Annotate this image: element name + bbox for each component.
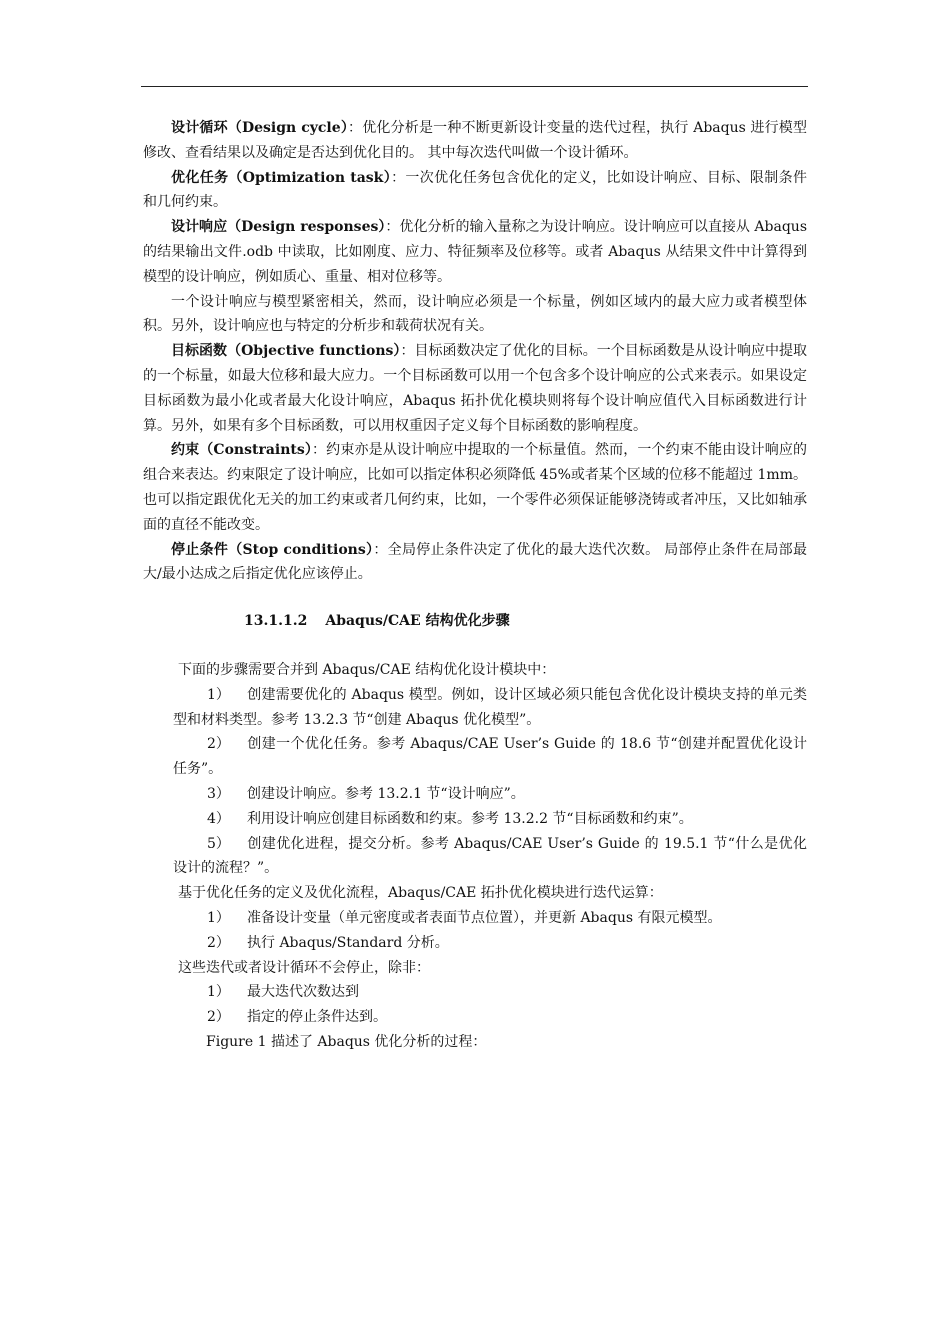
- definition-text: ：优化分析是一种不断更新设计变量的迭代过程，执行 Abaqus 进行模型修改、查看结果以及确定是否达到优化目的。 其中每次迭代叫做一个设计循环。: [143, 120, 807, 161]
- step-text: 最大迭代次数达到: [247, 984, 359, 1001]
- step-item: [143, 683, 807, 733]
- definition-term: 设计循环（Design cycle）: [171, 120, 349, 136]
- step-item: [143, 782, 807, 807]
- step-text: 指定的停止条件达到。: [247, 1009, 387, 1026]
- definition-term: 停止条件（Stop conditions）: [171, 541, 374, 558]
- figure-note: Figure 1 描述了 Abaqus 优化分析的过程：: [206, 1033, 487, 1050]
- step-number: 5）: [207, 835, 230, 852]
- section-heading: [143, 609, 807, 634]
- section-number: 13.1.1.2: [244, 613, 308, 630]
- definition-optimization-task: [143, 166, 807, 216]
- stop-intro: 这些迭代或者设计循环不会停止，除非：: [178, 959, 430, 976]
- definition-objective-functions: [143, 339, 807, 438]
- step-text: 创建优化进程，提交分析。参考 Abaqus/CAE User’s Guide 的 19.5.1 节“什么是优化设计的流程？”。: [173, 835, 807, 877]
- step-text: 创建设计响应。参考 13.2.1 节“设计响应”。: [247, 785, 525, 802]
- definition-design-cycle: [143, 116, 807, 166]
- header-rule: [141, 86, 808, 87]
- paragraph-text: 一个设计响应与模型紧密相关，然而，设计响应必须是一个标量，例如区域内的最大应力或者模型体积。另外，设计响应也与特定的分析步和载荷状况有关。: [143, 293, 807, 335]
- stop-step: [143, 980, 807, 1005]
- step-number: 1）: [207, 909, 230, 926]
- step-item: [143, 832, 807, 882]
- definition-term: 约束（Constraints）: [171, 442, 313, 459]
- definition-stop-conditions: [143, 538, 807, 588]
- definition-text: ：目标函数决定了优化的目标。一个目标函数是从设计响应中提取的一个标量，如最大位移和最大应力。一个目标函数可以用一个包含多个设计响应的公式来表示。如果设定目标函数为最小化或者最大化设计响应，Abaqus 拓扑优化模块则将每个设计响应值代入目标函数进行计算。另外，如果有多个目标函数，可以用权重因子定义每个目标函数的影响程度。: [143, 343, 807, 434]
- step-item: [143, 732, 807, 782]
- step-number: 3）: [207, 785, 230, 802]
- step-number: 2）: [207, 736, 230, 753]
- definition-term: 设计响应（Design responses）: [171, 219, 386, 236]
- step-number: 2）: [207, 1009, 230, 1026]
- definition-text: ：全局停止条件决定了优化的最大迭代次数。 局部停止条件在局部最大/最小达成之后指定优化应该停止。: [143, 541, 807, 583]
- page-body: [143, 116, 807, 1055]
- definition-term: 优化任务（Optimization task）: [171, 169, 392, 186]
- steps-intro: 下面的步骤需要合并到 Abaqus/CAE 结构优化设计模块中：: [178, 661, 556, 678]
- definition-text: ：一次优化任务包含优化的定义，比如设计响应、目标、限制条件和几何约束。: [143, 169, 808, 211]
- definition-term: 目标函数（Objective functions）: [171, 343, 401, 360]
- step-number: 2）: [207, 934, 230, 951]
- stop-step: [143, 1005, 807, 1030]
- paragraph-design-response-note: [143, 290, 807, 340]
- step-text: 准备设计变量（单元密度或者表面节点位置），并更新 Abaqus 有限元模型。: [247, 909, 722, 926]
- step-number: 1）: [207, 984, 230, 1001]
- iteration-step: [143, 931, 807, 956]
- definition-text: ：优化分析的输入量称之为设计响应。设计响应可以直接从 Abaqus 的结果输出文件.odb 中读取，比如刚度、应力、特征频率及位移等。或者 Abaqus 从结果文件中计算得到模型的设计响应，例如质心、重量、相对位移等。: [143, 219, 808, 285]
- step-text: 利用设计响应创建目标函数和约束。参考 13.2.2 节“目标函数和约束”。: [247, 810, 693, 827]
- step-number: 1）: [207, 686, 230, 703]
- step-text: 创建一个优化任务。参考 Abaqus/CAE User’s Guide 的 18.6 节“创建并配置优化设计任务”。: [173, 736, 807, 778]
- definition-constraints: [143, 438, 807, 537]
- step-text: 执行 Abaqus/Standard 分析。: [247, 934, 449, 951]
- section-title: Abaqus/CAE 结构优化步骤: [325, 613, 510, 630]
- definition-design-responses: [143, 215, 807, 289]
- step-text: 创建需要优化的 Abaqus 模型。例如，设计区域必须只能包含优化设计模块支持的单元类型和材料类型。参考 13.2.3 节“创建 Abaqus 优化模型”。: [173, 686, 807, 728]
- iteration-step: [143, 906, 807, 931]
- iteration-intro: 基于优化任务的定义及优化流程，Abaqus/CAE 拓扑优化模块进行迭代运算：: [178, 885, 663, 902]
- definition-text: ：约束亦是从设计响应中提取的一个标量值。然而，一个约束不能由设计响应的组合来表达。约束限定了设计响应，比如可以指定体积必须降低 45%或者某个区域的位移不能超过 1mm。也可以指定跟优化无关的加工约束或者几何约束，比如，一个零件必须保证能够浇铸或者冲压，又比如轴承面的直径不能改变。: [143, 442, 807, 533]
- step-number: 4）: [207, 810, 230, 827]
- step-item: [143, 807, 807, 832]
